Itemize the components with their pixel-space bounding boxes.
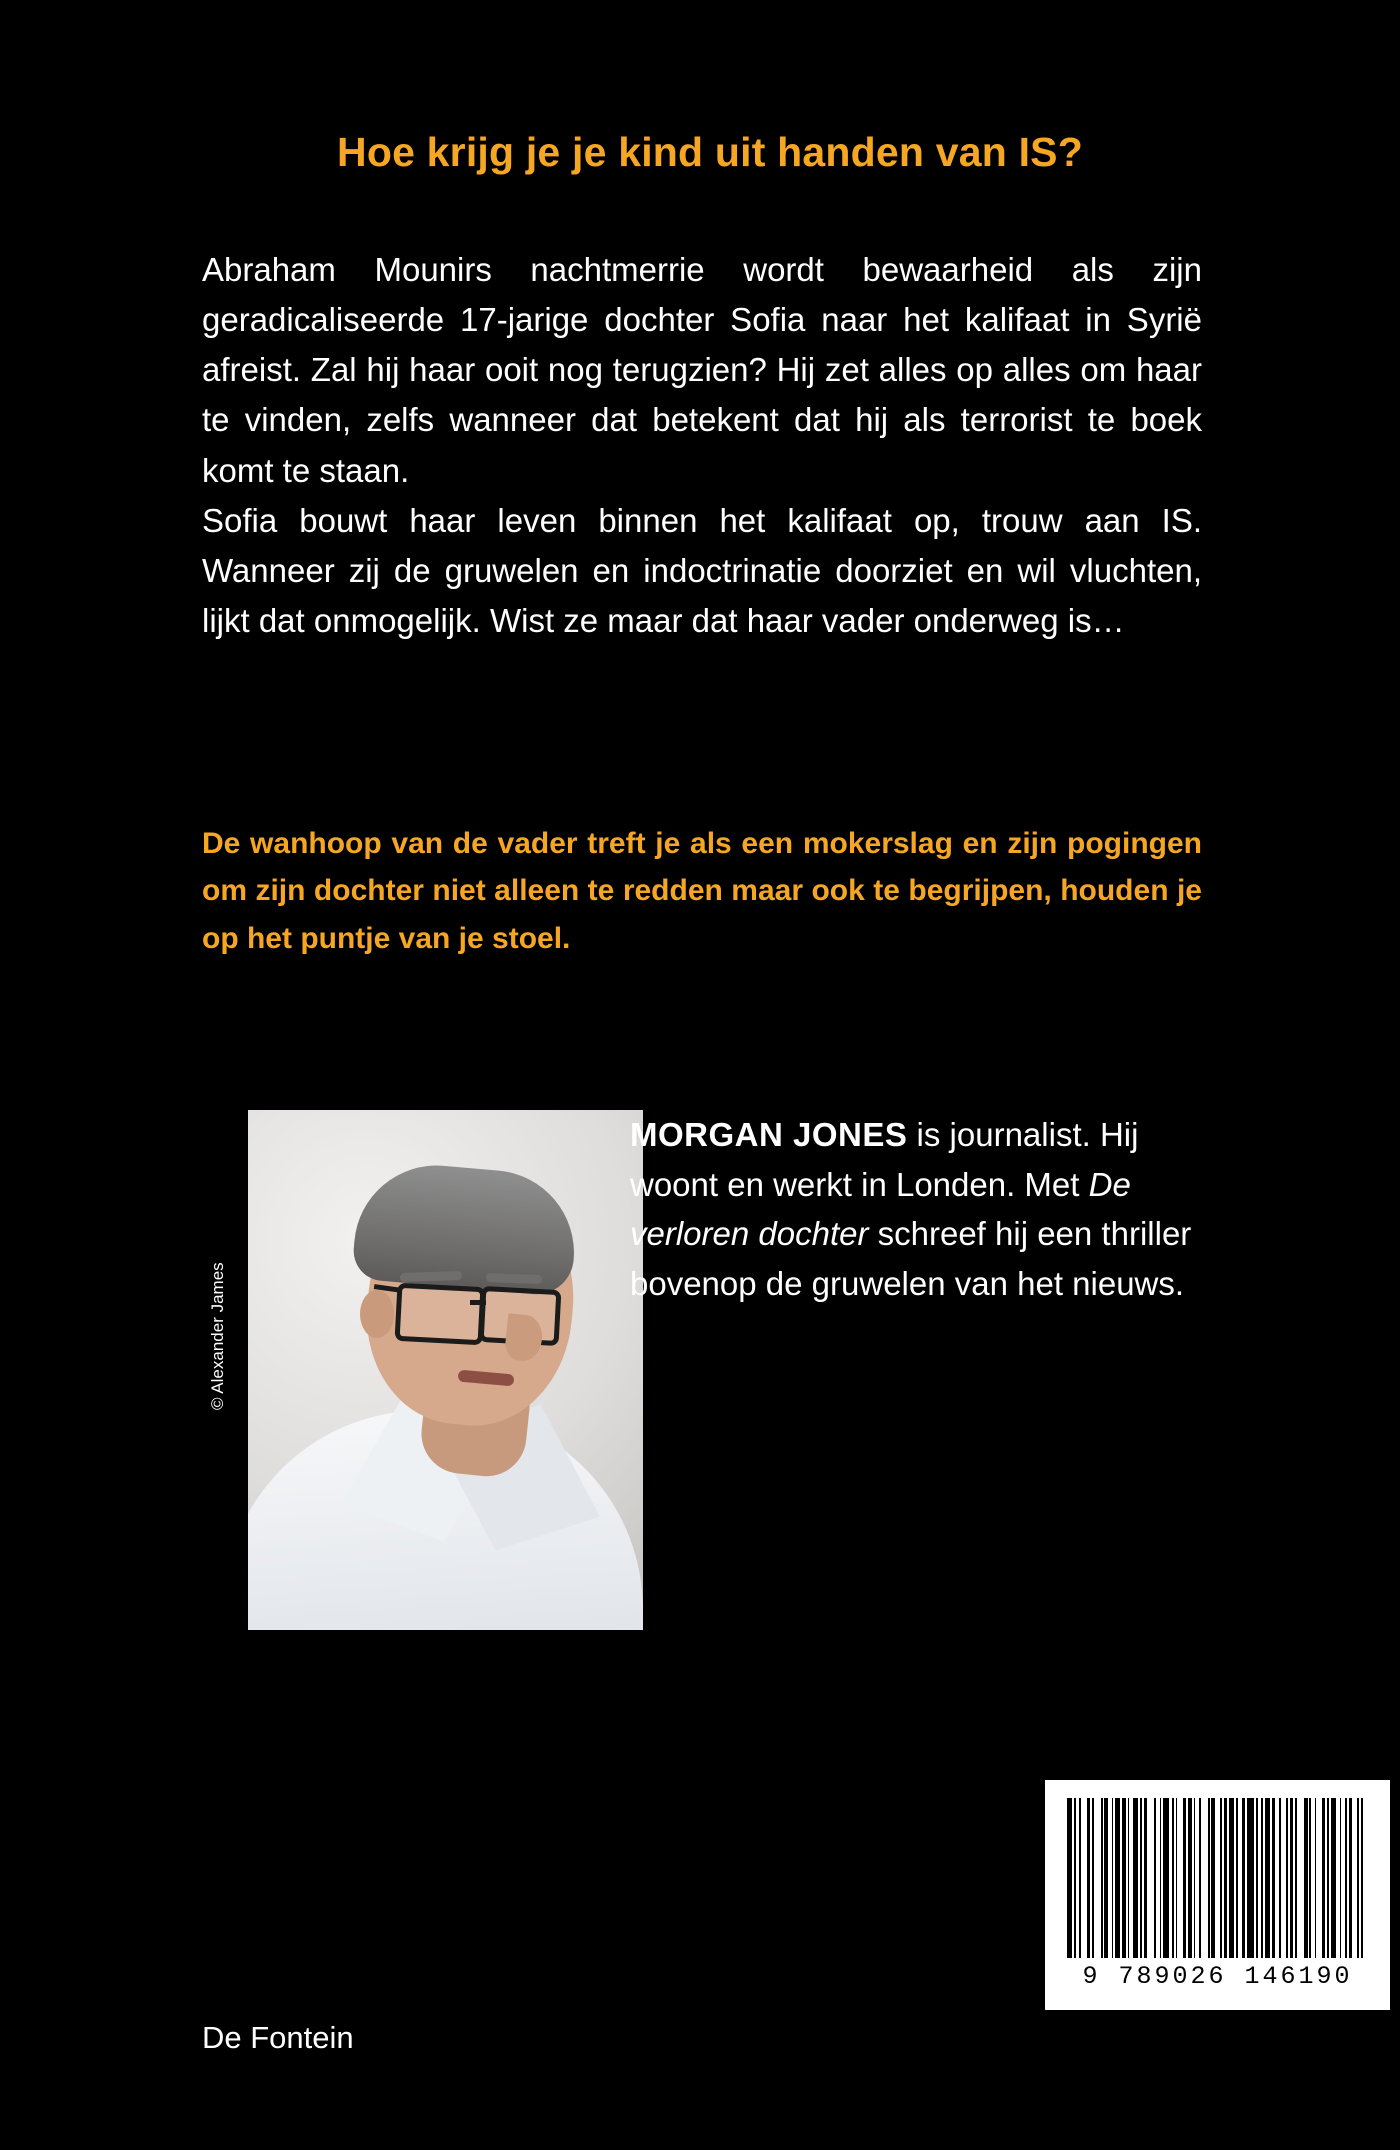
isbn-barcode xyxy=(1045,1780,1390,2010)
author-section xyxy=(200,1100,1210,1410)
author-portrait-photo xyxy=(248,1110,643,1630)
author-name: MORGAN JONES xyxy=(630,1116,908,1153)
cover-content xyxy=(200,0,1353,2150)
book-title-mention: De verloren dochter xyxy=(630,1165,1131,1252)
author-bio-part-2: schreef hij een thriller bovenop de gruwelen van het nieuws. xyxy=(630,1215,1192,1302)
blurb-paragraph-2: Sofia bouwt haar leven binnen het kalifaat op, trouw aan IS. Wanneer zij de gruwelen en indoctrinatie doorziet en wil vluchten, lijkt dat onmogelijk. Wist ze maar dat haar vader onderweg is… xyxy=(202,501,1202,640)
blurb-paragraph-1: Abraham Mounirs nachtmerrie wordt bewaarheid als zijn geradicaliseerde 17-jarige dochter Sofia naar het kalifaat in Syrië afreist. Zal hij haar ooit nog terugzien? Hij zet alles op alles om haar te vinden, zelfs wanneer dat betekent dat hij als terrorist te boek komt te staan. xyxy=(202,251,1202,489)
page-title: Hoe krijg je je kind uit handen van IS? xyxy=(337,129,1083,175)
barcode-bar xyxy=(1094,1798,1101,1958)
photo-credit: © Alexander James xyxy=(208,1262,227,1410)
blurb-text xyxy=(202,245,1202,646)
barcode-bar xyxy=(1247,1798,1254,1958)
barcode-bar xyxy=(1147,1798,1154,1958)
barcode-bar xyxy=(1297,1798,1304,1958)
author-photo-wrapper xyxy=(200,1110,600,1630)
author-bio-part-1: is journalist. Hij woont en werkt in Londen. Met xyxy=(630,1116,1139,1203)
barcode-bars xyxy=(1067,1798,1367,1958)
author-bio xyxy=(630,1110,1205,1308)
publisher-name: De Fontein xyxy=(202,2020,354,2055)
barcode-digits: 9 789026 146190 xyxy=(1082,1962,1353,1991)
barcode-bar xyxy=(1201,1798,1208,1958)
review-quote: De wanhoop van de vader treft je als een mokerslag en zijn pogingen om zijn dochter niet alleen te redden maar ook te begrijpen, houden je op het puntje van je stoel. xyxy=(202,827,1202,955)
barcode-bar xyxy=(1363,1798,1367,1958)
